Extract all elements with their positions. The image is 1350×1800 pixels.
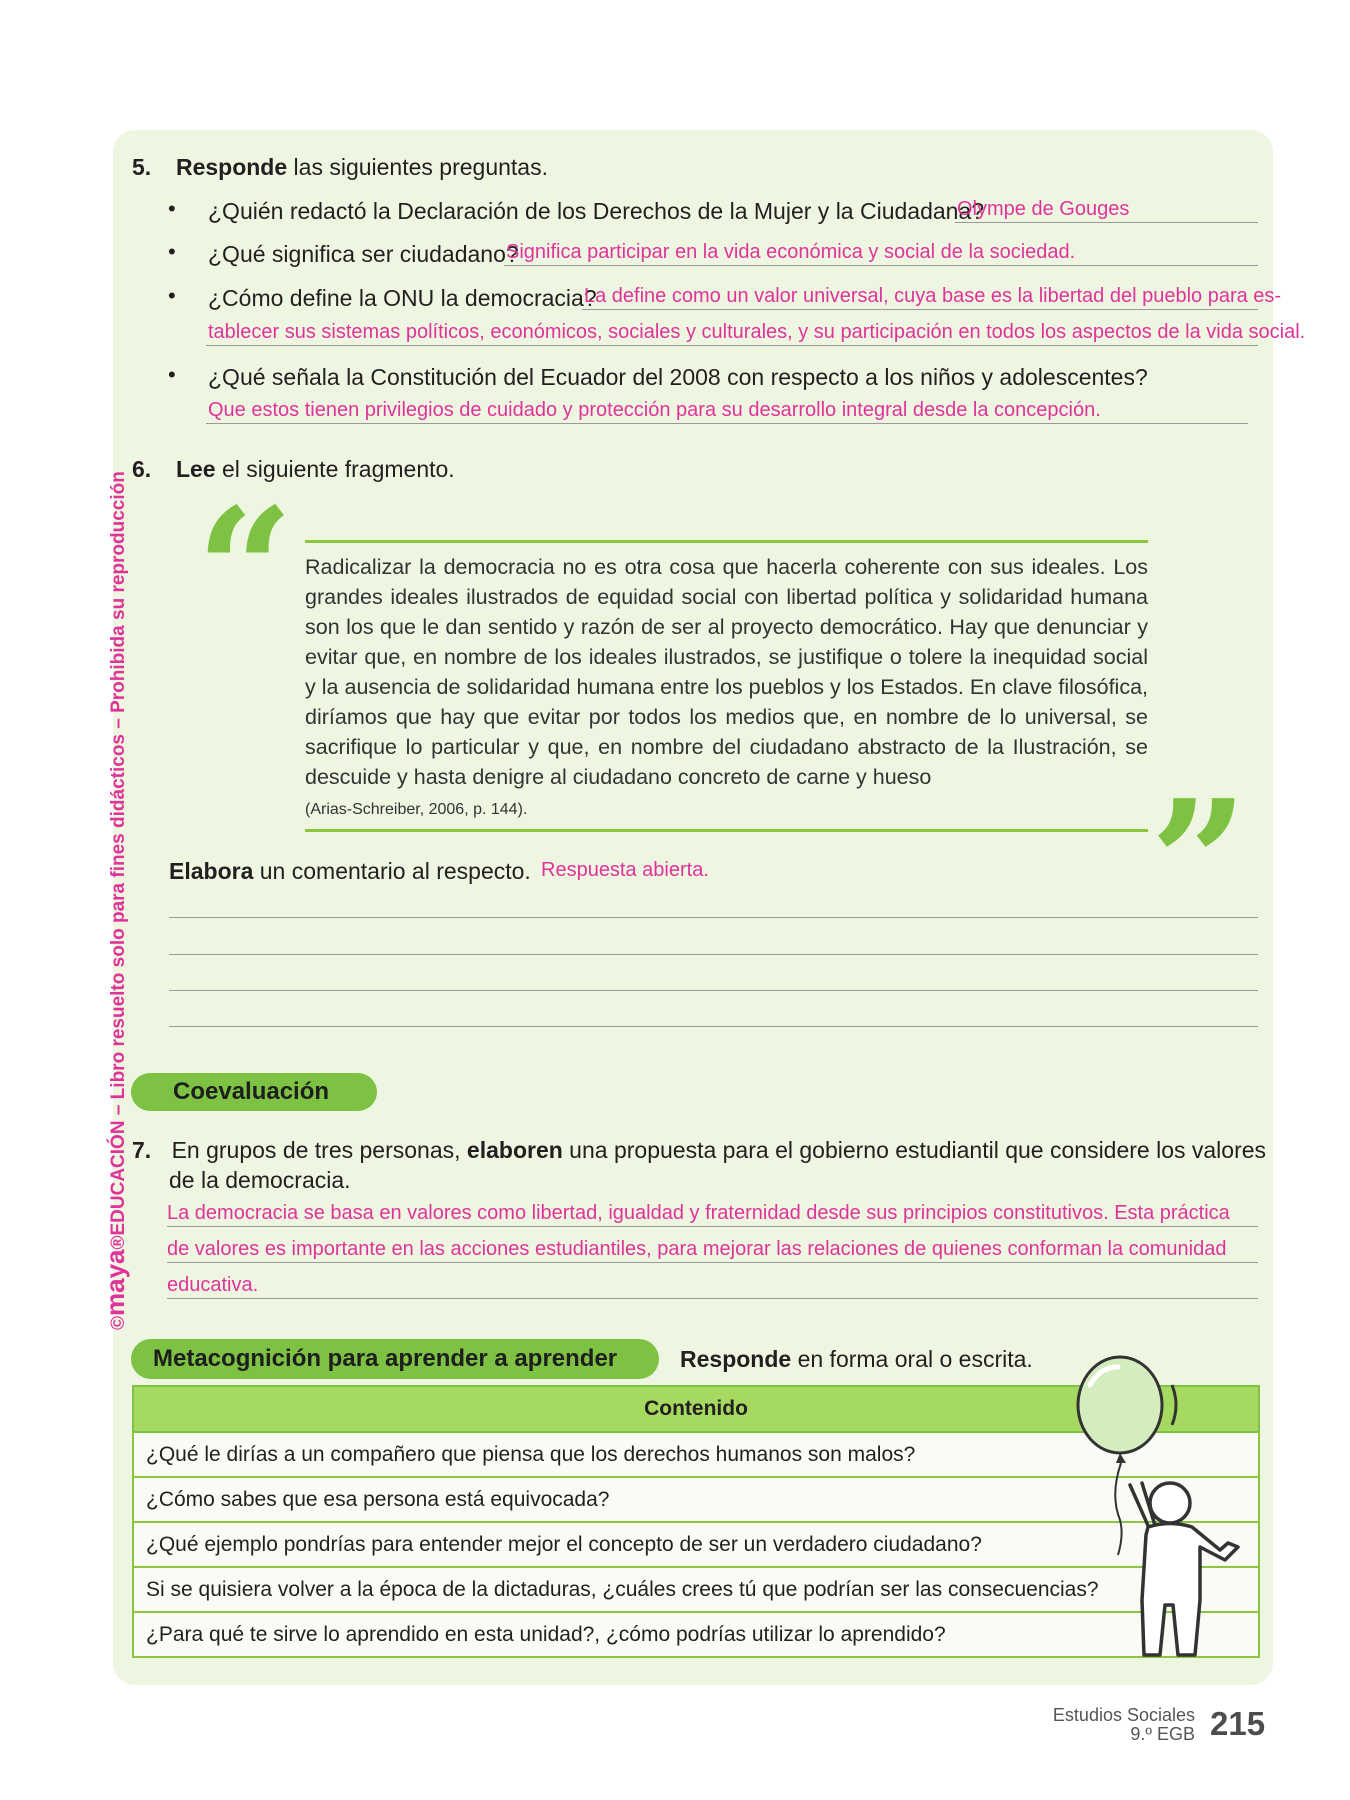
- q6-task-verb: Elabora: [169, 858, 254, 884]
- q7-answer-line2: de valores es importante en las acciones estudiantiles, para mejorar las relaciones de quienes conforman la comunidad: [167, 1238, 1227, 1260]
- quote-citation: (Arias-Schreiber, 2006, p. 144).: [305, 801, 528, 818]
- footer-grade: 9.º EGB: [1130, 1724, 1195, 1744]
- coevaluacion-label: Coevaluación: [173, 1078, 330, 1105]
- side-copyright: [100, 471, 131, 1330]
- q6-task: [169, 856, 531, 886]
- meta-instruction: [680, 1344, 1033, 1374]
- side-copyright-text: EDUCACIÓN – Libro resuelto solo para fines didácticos – Prohibida su reproducción: [108, 471, 129, 1236]
- q5-item3-answer: La define como un valor universal, cuya base es la libertad del pueblo para es-: [584, 285, 1282, 307]
- footer-subject: [1053, 1706, 1195, 1744]
- answer-line: [169, 917, 1258, 918]
- table-cell: ¿Qué ejemplo pondrías para entender mejor el concepto de ser un verdadero ciudadano?: [133, 1522, 1259, 1567]
- q5-number: 5.: [132, 154, 152, 180]
- page-number: 215: [1210, 1705, 1266, 1742]
- answer-line: [504, 265, 1258, 266]
- metacognicion-tag: [131, 1339, 659, 1379]
- answer-line: [167, 1226, 1258, 1227]
- answer-line: [206, 345, 1258, 346]
- balloon-figure-illustration: [1060, 1355, 1260, 1665]
- q5-item1-question: ¿Quién redactó la Declaración de los Derechos de la Mujer y la Ciudadana?: [208, 198, 985, 224]
- table-cell: Si se quisiera volver a la época de la dictaduras, ¿cuáles crees tú que podrían ser las consecuencias?: [133, 1567, 1259, 1612]
- footer-subject-name: Estudios Sociales: [1052, 1705, 1195, 1725]
- answer-line: [206, 423, 1248, 424]
- bullet: •: [168, 196, 176, 221]
- table-cell: ¿Cómo sabes que esa persona está equivocada?: [133, 1477, 1259, 1522]
- answer-line: [582, 309, 1258, 310]
- q6-task-answer: Respuesta abierta.: [541, 859, 709, 881]
- open-quote-icon: “: [196, 471, 294, 671]
- bullet: •: [168, 283, 176, 308]
- quote-bottom-rule: [305, 829, 1148, 832]
- q5-item1-answer: Olympe de Gouges: [957, 198, 1130, 220]
- bullet: •: [168, 362, 176, 387]
- figure-body: [1142, 1524, 1238, 1656]
- q5-item3-question: ¿Cómo define la ONU la democracia?: [208, 285, 597, 311]
- registered-symbol: ®: [108, 1235, 129, 1250]
- q6-instruction: el siguiente fragmento.: [215, 456, 455, 482]
- q7-line2: de la democracia.: [169, 1167, 351, 1193]
- q6-number: 6.: [132, 456, 152, 482]
- q6-task-text: un comentario al respecto.: [253, 858, 531, 884]
- answer-line: [169, 1026, 1258, 1027]
- q7-heading: [132, 1135, 1266, 1165]
- q5-item2-question: ¿Qué significa ser ciudadano?: [208, 241, 519, 267]
- table-header: Contenido: [133, 1386, 1259, 1432]
- close-quote-icon: ”: [1150, 763, 1248, 963]
- meta-instruction-text: en forma oral o escrita.: [791, 1346, 1033, 1372]
- answer-line: [167, 1262, 1258, 1263]
- q5-instruction: las siguientes preguntas.: [287, 154, 548, 180]
- q5-item4-question: ¿Qué señala la Constitución del Ecuador del 2008 con respecto a los niños y adolescentes?: [208, 364, 1148, 390]
- q7-number: 7.: [132, 1137, 152, 1163]
- answer-line: [169, 954, 1258, 955]
- table-cell: ¿Para qué te sirve lo aprendido en esta unidad?, ¿cómo podrías utilizar lo aprendido?: [133, 1612, 1259, 1657]
- copyright-symbol: ©: [108, 1316, 129, 1330]
- q5-item3-answer-cont: tablecer sus sistemas políticos, económicos, sociales y culturales, y su participación en todos los aspectos de la vida social.: [208, 321, 1306, 343]
- quote-paragraph: Radicalizar la democracia no es otra cosa que hacerla coherente con sus ideales. Los grandes ideales ilustrados de equidad social con libertad política y solidaridad humana son los que le dan sentido y razón de ser al proyecto democrático. Hay que denunciar y evitar que, en nombre de los ideales ilustrados, se justifique o tolere la inequidad social y la ausencia de solidaridad humana entre los pueblos y los Estados. En clave filosófica, diríamos que hay que evitar por todos los medios que, en nombre de lo universal, se sacrifique lo particular y que, en nombre del ciudadano abstracto de la Ilustración, se descuide y hasta denigre al ciudadano concreto de carne y hueso: [305, 555, 1148, 789]
- q7-answer-line3: educativa.: [167, 1274, 259, 1296]
- answer-line: [167, 1298, 1258, 1299]
- q5-item2-answer: Significa participar en la vida económica y social de la sociedad.: [506, 241, 1076, 263]
- q7-verb: elaboren: [466, 1137, 563, 1163]
- q5-verb: Responde: [175, 154, 288, 180]
- q7-post: una propuesta para el gobierno estudiantil que considere los valores: [562, 1137, 1267, 1163]
- quote-top-rule: [305, 540, 1148, 543]
- metacognicion-label: Metacognición para aprender a aprender: [153, 1345, 618, 1372]
- answer-line: [169, 990, 1258, 991]
- answer-line: [955, 222, 1258, 223]
- figure-head: [1150, 1483, 1190, 1523]
- q7-answer-line1: La democracia se basa en valores como libertad, igualdad y fraternidad desde sus principios constitutivos. Esta práctica: [167, 1202, 1230, 1224]
- q7-pre: En grupos de tres personas,: [171, 1137, 467, 1163]
- bullet: •: [168, 239, 176, 264]
- balloon-icon: [1078, 1357, 1162, 1453]
- brand-logo-text: maya: [100, 1249, 130, 1316]
- table-cell: ¿Qué le dirías a un compañero que piensa que los derechos humanos son malos?: [133, 1432, 1259, 1477]
- q5-heading: [132, 152, 548, 182]
- meta-verb: Responde: [680, 1346, 792, 1372]
- coevaluacion-tag: [131, 1073, 377, 1111]
- q5-item4-answer: Que estos tienen privilegios de cuidado y protección para su desarrollo integral desde la concepción.: [208, 399, 1101, 421]
- quote-text: [305, 552, 1148, 822]
- q6-verb: Lee: [175, 456, 216, 482]
